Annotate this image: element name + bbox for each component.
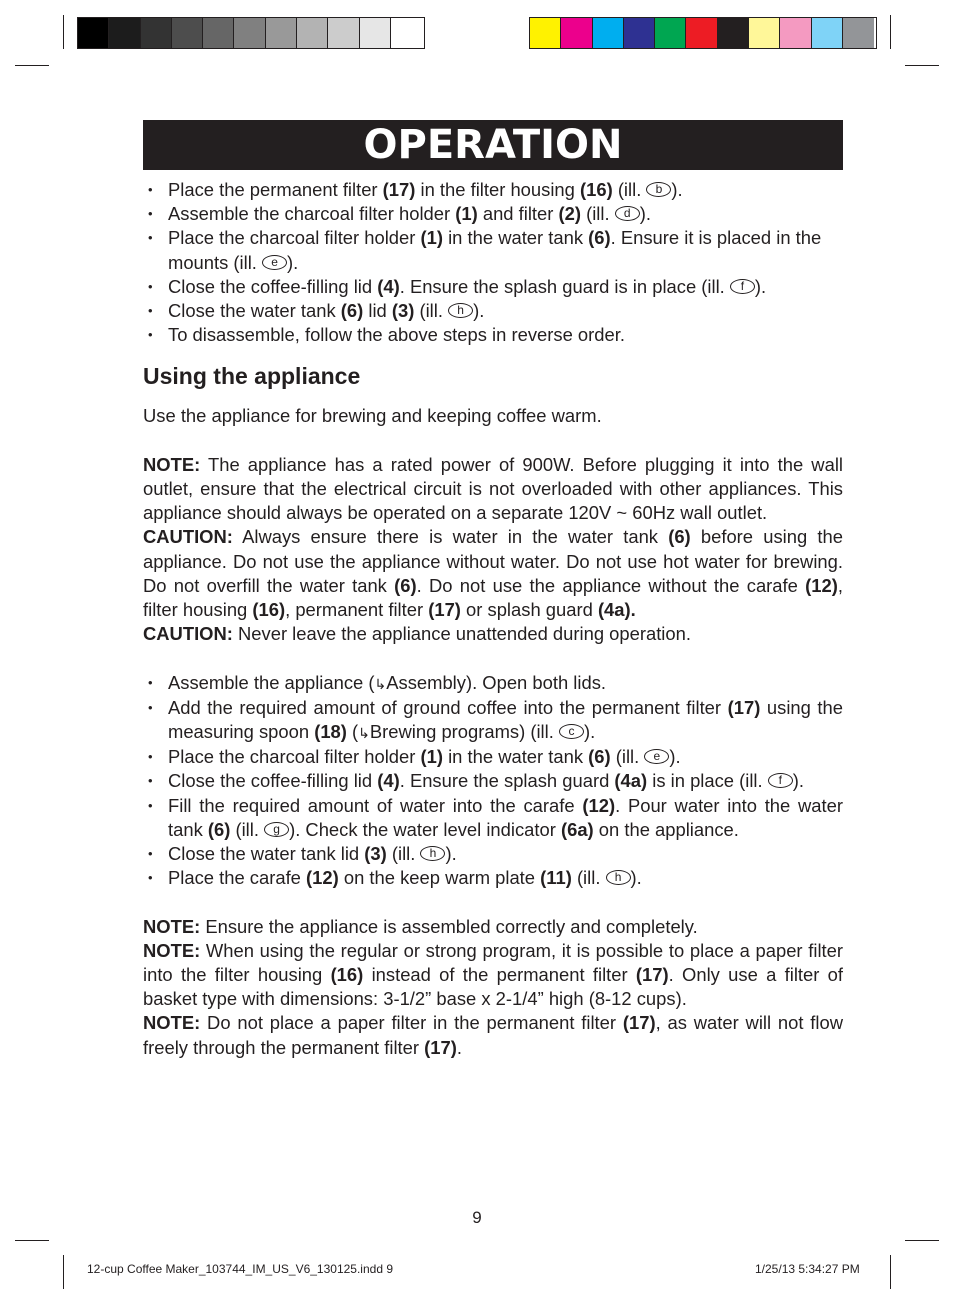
list-item [143, 794, 843, 842]
notes-block [143, 915, 843, 1060]
text-run: (ill. [571, 867, 606, 889]
bold-text: (17) [622, 1012, 656, 1034]
text-run: To disassemble, follow the above steps in reverse order. [168, 324, 625, 346]
usage-steps-list [143, 671, 843, 891]
bold-text: (1) [420, 746, 443, 768]
bold-text: (17) [727, 696, 761, 718]
text-run: ( [346, 721, 359, 743]
text-run: on the keep warm plate [338, 867, 541, 889]
note-paragraph [143, 915, 843, 939]
page-title: OPERATION [143, 120, 843, 170]
bold-text: (17) [428, 599, 461, 621]
text-run: on the appliance. [593, 818, 739, 840]
note-paragraph [143, 939, 843, 1012]
illustration-ref-icon: c [559, 724, 584, 739]
color-swatch [624, 18, 655, 48]
bold-text: (1) [420, 227, 443, 249]
color-swatch [328, 18, 359, 48]
bold-text: CAUTION: [143, 526, 233, 548]
illustration-ref-icon: h [448, 303, 473, 318]
list-item [143, 671, 843, 696]
color-swatch [141, 18, 172, 48]
list-item [143, 275, 843, 299]
text-run: ). [754, 275, 767, 297]
text-run: Place the charcoal filter holder [168, 227, 421, 249]
bold-text: (3) [391, 300, 415, 322]
text-run: Ensure the appliance is assembled correctly and completely. [200, 915, 698, 937]
bold-text: (3) [364, 843, 387, 865]
color-swatch [780, 18, 811, 48]
note-paragraph [143, 622, 843, 646]
color-swatch [360, 18, 391, 48]
file-slug: 12-cup Coffee Maker_103744_IM_US_V6_130125.indd 9 [87, 1262, 393, 1276]
text-run: ). [639, 203, 651, 225]
crop-mark [63, 15, 64, 49]
bold-text: (6) [207, 818, 231, 840]
list-item [143, 178, 843, 202]
text-run: , as water will not flow freely through the permanent filter [143, 1012, 843, 1058]
text-run: . [456, 1036, 462, 1058]
bold-text: (18) [314, 721, 347, 743]
bold-text: (17) [424, 1036, 457, 1058]
text-run: . Ensure the splash guard [399, 770, 615, 792]
text-run: is in place (ill. [647, 770, 768, 792]
list-item [143, 323, 843, 347]
text-run: (ill. [414, 300, 449, 322]
color-swatch [530, 18, 561, 48]
bold-text: CAUTION: [143, 623, 233, 645]
color-swatch [718, 18, 749, 48]
text-run: using the measuring spoon [168, 696, 843, 743]
text-run: Close the water tank lid [168, 843, 365, 865]
color-swatch [749, 18, 780, 48]
illustration-ref-icon: e [262, 255, 287, 270]
list-item [143, 696, 843, 745]
text-run: Place the permanent filter [168, 179, 383, 200]
page-number: 9 [472, 1208, 482, 1227]
bold-text: (4a) [614, 770, 648, 792]
cross-reference-arrow-icon: ↳ [358, 725, 370, 742]
bold-text: NOTE: [143, 453, 201, 475]
text-run: (ill. [610, 746, 645, 768]
bold-text: (4) [377, 275, 400, 297]
color-swatch [593, 18, 624, 48]
text-run: (ill. [230, 818, 265, 840]
text-run: , filter housing [143, 574, 843, 621]
crop-mark [15, 65, 49, 66]
color-swatch [843, 18, 874, 48]
bold-text: NOTE: [143, 1012, 201, 1034]
text-run: or splash guard [460, 599, 598, 621]
text-run: Never leave the appliance unattended during operation. [232, 623, 691, 645]
illustration-ref-icon: h [420, 846, 445, 861]
bold-text: (6) [394, 574, 417, 596]
bold-text: (6) [340, 300, 364, 322]
color-swatch [686, 18, 717, 48]
bold-text: (16) [252, 599, 286, 621]
text-run: . Do not use the appliance without the carafe [416, 574, 806, 596]
note-paragraph [143, 1011, 843, 1059]
bold-text: (6) [588, 227, 611, 249]
illustration-ref-icon: e [644, 749, 669, 764]
text-run: Close the coffee-filling lid [168, 770, 378, 792]
text-run: Place the carafe [168, 867, 307, 889]
text-run: ). [583, 721, 596, 743]
text-run: lid [363, 300, 392, 322]
text-run: ). [287, 251, 299, 273]
color-swatch [234, 18, 265, 48]
text-run: Close the water tank [168, 300, 341, 322]
crop-mark [890, 15, 891, 49]
bold-text: (6) [668, 526, 691, 548]
crop-mark [15, 1240, 49, 1241]
grayscale-color-bar [77, 17, 425, 49]
bold-text: (4) [377, 770, 400, 792]
color-swatch [203, 18, 234, 48]
illustration-ref-icon: d [615, 206, 640, 221]
color-swatch [266, 18, 297, 48]
bold-text: (12) [805, 574, 838, 596]
illustration-ref-icon: b [646, 182, 671, 197]
text-run: ). [671, 179, 683, 200]
text-run: Brewing programs) (ill. [369, 721, 559, 743]
crop-mark [905, 65, 939, 66]
text-run: , permanent filter [285, 599, 429, 621]
text-run: ). [792, 770, 804, 792]
text-run: in the water tank [442, 227, 589, 249]
crop-mark [63, 1255, 64, 1289]
bold-text: (17) [382, 179, 416, 200]
bold-text: (1) [455, 203, 478, 225]
timestamp-slug: 1/25/13 5:34:27 PM [755, 1262, 860, 1276]
text-run: Add the required amount of ground coffee into the permanent filter [168, 696, 728, 718]
assembly-list [143, 178, 843, 347]
crop-mark [905, 1240, 939, 1241]
text-run: Assembly). Open both lids. [386, 671, 606, 693]
bold-text: (4a). [597, 599, 636, 621]
color-swatch [391, 18, 422, 48]
list-item [143, 842, 843, 866]
text-run: in the filter housing [415, 179, 580, 200]
section-intro: Use the appliance for brewing and keeping coffee warm. [143, 405, 602, 427]
text-run: When using the regular or strong program, it is possible to place a paper filter into the filter housing [143, 939, 843, 986]
bold-text: (6) [588, 746, 611, 768]
text-run: Place the charcoal filter holder [168, 746, 421, 768]
text-run: ). [630, 867, 642, 889]
illustration-ref-icon: f [768, 773, 793, 788]
text-run: (ill. [580, 203, 615, 225]
text-run: before using the appliance. Do not use the appliance without water. Do not use hot water for brewing. Do not overfill the water tank [143, 526, 843, 596]
bold-text: (12) [306, 867, 339, 889]
process-color-bar [529, 17, 877, 49]
bold-text: NOTE: [143, 939, 201, 961]
color-swatch [297, 18, 328, 48]
list-item [143, 745, 843, 769]
text-run: Close the coffee-filling lid [168, 275, 378, 297]
list-item [143, 769, 843, 793]
bold-text: (16) [579, 179, 613, 200]
illustration-ref-icon: f [730, 279, 755, 294]
text-run: ). [669, 746, 681, 768]
note-paragraph [143, 453, 843, 526]
text-run: Always ensure there is water in the water tank [232, 526, 669, 548]
page-content [143, 178, 843, 1060]
list-item [143, 202, 843, 226]
color-swatch [655, 18, 686, 48]
notes-block [143, 453, 843, 647]
text-run: . Only use a filter of basket type with dimensions: 3-1/2” base x 2-1/4” high (8-12 cups). [143, 964, 843, 1010]
text-run: Fill the required amount of water into the carafe [168, 794, 583, 816]
bold-text: (11) [540, 867, 572, 889]
color-swatch [109, 18, 140, 48]
text-run: in the water tank [442, 746, 589, 768]
text-run: . Pour water into the water tank [168, 794, 843, 840]
cross-reference-arrow-icon: ↳ [374, 675, 387, 692]
text-run: Do not place a paper filter in the permanent filter [200, 1012, 623, 1034]
bold-text: (2) [558, 203, 581, 225]
bold-text: (16) [330, 964, 364, 986]
color-swatch [78, 18, 109, 48]
text-run: ). [473, 300, 485, 322]
text-run: Assemble the charcoal filter holder [168, 203, 456, 225]
section-heading: Using the appliance [143, 363, 361, 390]
text-run: Assemble the appliance ( [168, 671, 375, 693]
text-run: instead of the permanent filter [363, 964, 636, 986]
text-run: (ill. [386, 843, 421, 865]
text-run: ). Check the water level indicator [289, 818, 561, 840]
text-run: ). [445, 843, 457, 865]
text-run: . Ensure it is placed in the mounts (ill. [168, 227, 822, 273]
text-run: (ill. [612, 179, 647, 200]
bold-text: NOTE: [143, 915, 201, 937]
text-run: The appliance has a rated power of 900W. Before plugging it into the wall outlet, ensure that the electrical circuit is not overloaded with other appliances. This appliance should always be operated on a separate 120V ~ 60Hz wall outlet. [143, 453, 843, 524]
color-swatch [561, 18, 592, 48]
text-run: . Ensure the splash guard is in place (ill. [399, 275, 730, 297]
illustration-ref-icon: h [606, 870, 631, 885]
list-item [143, 226, 843, 274]
text-run: and filter [477, 203, 559, 225]
crop-mark [890, 1255, 891, 1289]
color-swatch [172, 18, 203, 48]
list-item [143, 866, 843, 890]
note-paragraph [143, 525, 843, 622]
bold-text: (17) [635, 964, 669, 986]
illustration-ref-icon: g [264, 822, 289, 837]
bold-text: (12) [582, 794, 616, 816]
list-item [143, 299, 843, 323]
color-swatch [812, 18, 843, 48]
bold-text: (6a) [560, 818, 594, 840]
